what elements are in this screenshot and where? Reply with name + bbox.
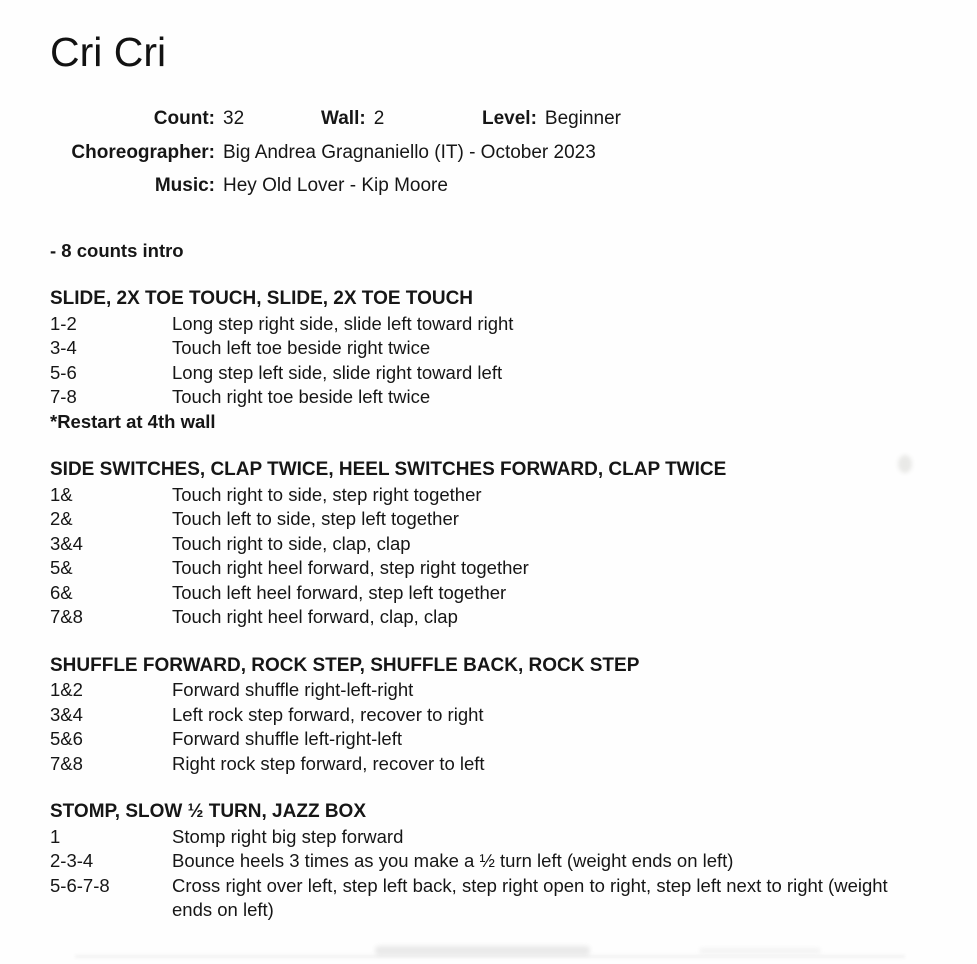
section-stomp-jazz-box: [50, 800, 935, 923]
step-description: Right rock step forward, recover to left: [172, 752, 485, 774]
step-description: Touch right toe beside left twice: [172, 386, 431, 407]
step-counts: 3-4: [50, 337, 77, 358]
page-title: Cri Cri: [50, 29, 167, 75]
meta-row-choreographer: [50, 136, 935, 170]
level-label: Level:: [482, 108, 537, 129]
restart-note: *Restart at 4th wall: [50, 410, 216, 432]
step-description: Touch left to side, step left together: [172, 508, 459, 529]
step-description: Touch left toe beside right twice: [172, 337, 431, 358]
step-counts: 1&: [50, 483, 73, 505]
step-counts: 7&8: [50, 606, 83, 627]
step-description: Left rock step forward, recover to right: [172, 703, 484, 725]
scan-streak: [75, 955, 905, 958]
step-row: [50, 678, 935, 703]
step-description: Touch right heel forward, clap, clap: [172, 606, 458, 627]
step-counts: 5&: [50, 557, 73, 578]
level-value: Beginner: [544, 108, 621, 129]
step-description: Cross right over left, step left back, step right open to right, step left next to right (weight ends on left): [172, 874, 888, 920]
section-slide-toe-touch: [50, 287, 935, 434]
step-description: Touch right to side, step right together: [172, 483, 482, 505]
intro-note: - 8 counts intro: [50, 239, 184, 261]
step-counts: 1: [50, 825, 61, 847]
step-description: Forward shuffle right-left-right: [172, 679, 414, 700]
step-row: [50, 361, 935, 386]
step-counts: 1&2: [50, 679, 83, 700]
step-row: [50, 849, 935, 874]
step-description: Stomp right big step forward: [172, 825, 404, 847]
section-title: SHUFFLE FORWARD, ROCK STEP, SHUFFLE BACK, ROCK STEP: [50, 654, 640, 676]
step-counts: 1-2: [50, 312, 77, 334]
step-row: [50, 336, 935, 361]
step-row: [50, 556, 935, 581]
step-counts: 3&4: [50, 532, 83, 554]
meta-row-count-wall-level: [50, 102, 935, 136]
meta-row-music: [50, 169, 935, 203]
step-row: [50, 581, 935, 606]
step-description: Long step left side, slide right toward left: [172, 361, 503, 383]
wall-pair: [321, 102, 482, 136]
music-value: Hey Old Lover - Kip Moore: [223, 175, 448, 196]
wall-value: 2: [373, 108, 385, 129]
count-label: Count:: [153, 108, 215, 129]
step-description: Touch right to side, clap, clap: [172, 532, 411, 554]
section-side-switches: [50, 458, 935, 630]
step-row: [50, 727, 935, 752]
step-row: [50, 752, 935, 777]
step-description: Forward shuffle left-right-left: [172, 728, 402, 749]
step-counts: 6&: [50, 581, 73, 603]
section-title: SLIDE, 2X TOE TOUCH, SLIDE, 2X TOE TOUCH: [50, 288, 474, 309]
step-description: Touch left heel forward, step left together: [172, 581, 507, 603]
step-row: [50, 825, 935, 850]
step-counts: 2-3-4: [50, 850, 94, 871]
music-label: Music:: [154, 175, 215, 196]
step-row: [50, 507, 935, 532]
wall-label: Wall:: [321, 108, 366, 129]
step-row: [50, 385, 935, 410]
section-title: SIDE SWITCHES, CLAP TWICE, HEEL SWITCHES FORWARD, CLAP TWICE: [50, 459, 727, 480]
step-row: [50, 483, 935, 508]
step-description: Long step right side, slide left toward right: [172, 312, 514, 334]
step-counts: 7-8: [50, 386, 77, 407]
step-row: [50, 312, 935, 337]
step-counts: 7&8: [50, 752, 83, 774]
step-counts: 2&: [50, 508, 73, 529]
step-row: [50, 532, 935, 557]
step-description: Bounce heels 3 times as you make a ½ turn left (weight ends on left): [172, 850, 734, 871]
step-description: Touch right heel forward, step right together: [172, 557, 529, 578]
scan-smudge: [700, 948, 820, 953]
step-counts: 3&4: [50, 703, 83, 725]
choreographer-label: Choreographer:: [71, 141, 215, 163]
dance-meta: [50, 102, 935, 203]
section-shuffle-rock-step: [50, 654, 935, 777]
step-counts: 5&6: [50, 728, 83, 749]
step-row: [50, 605, 935, 630]
count-value: 32: [223, 108, 245, 129]
step-row: [50, 703, 935, 728]
level-pair: [482, 102, 621, 136]
step-counts: 5-6: [50, 361, 77, 383]
scan-smudge: [375, 946, 590, 955]
step-row: [50, 874, 935, 923]
section-title: STOMP, SLOW ½ TURN, JAZZ BOX: [50, 801, 366, 822]
step-counts: 5-6-7-8: [50, 874, 110, 896]
choreographer-value: Big Andrea Gragnaniello (IT) - October 2023: [223, 141, 596, 163]
